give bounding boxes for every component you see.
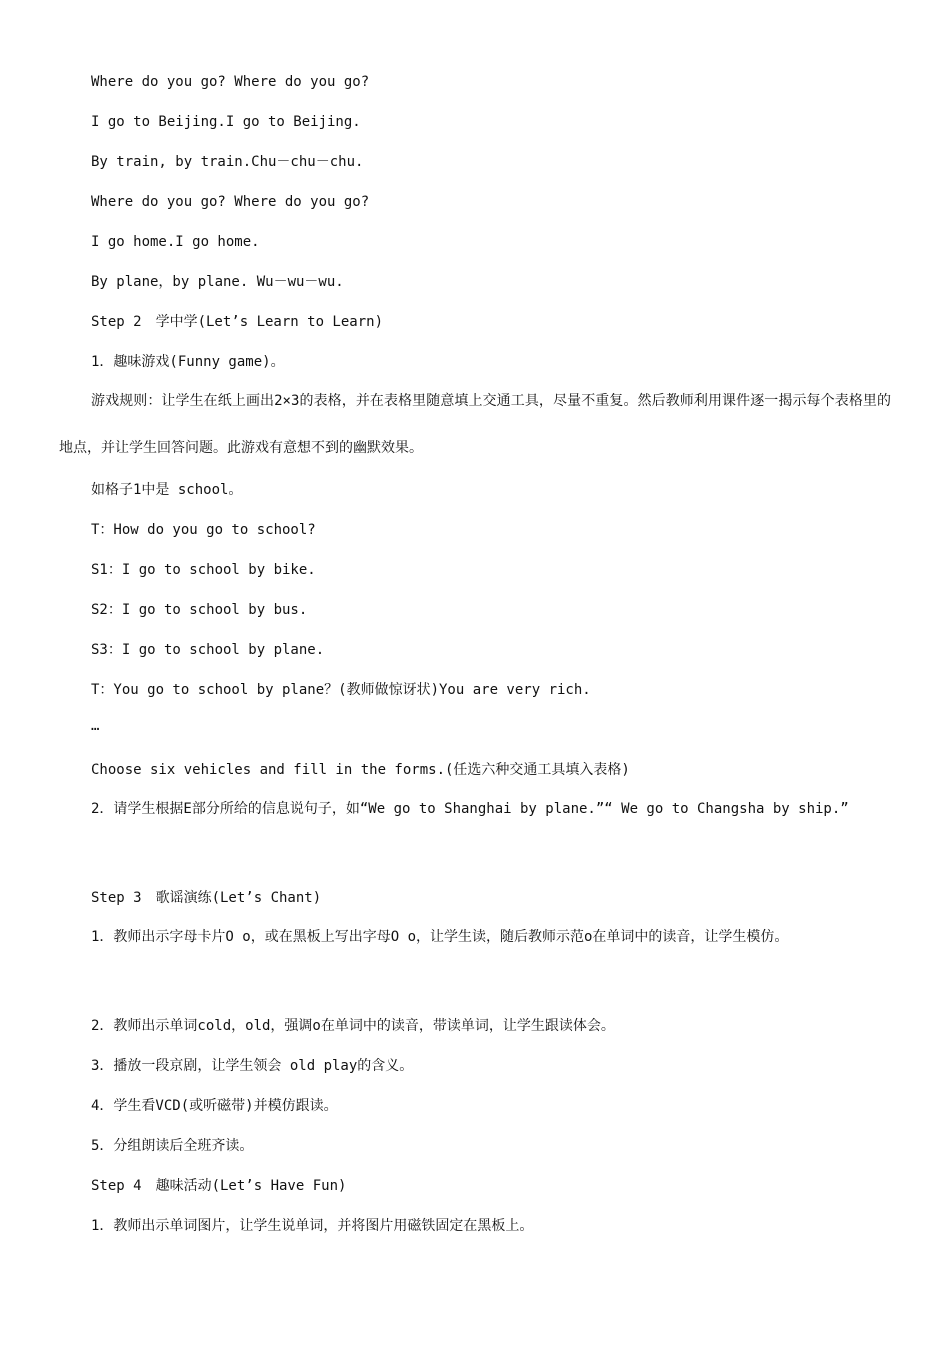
dialogue-teacher-2: T：You go to school by plane？(教师做惊讶状)You are very rich. xyxy=(91,682,591,698)
chant-line-3: By train, by train.Chu－chu－chu. xyxy=(91,154,364,170)
group-reading-item: 5．分组朗读后全班齐读。 xyxy=(91,1138,254,1154)
letter-card-paragraph: 1．教师出示字母卡片O o，或在黑板上写出字母O o，让学生读，随后教师示范o在单词中的读音，让学生模仿。 xyxy=(91,929,789,945)
ellipsis: … xyxy=(91,718,100,734)
choose-vehicles-instruction: Choose six vehicles and fill in the forms.(任选六种交通工具填入表格) xyxy=(91,762,630,778)
dialogue-student-2: S2：I go to school by bus. xyxy=(91,602,308,618)
chant-line-1: Where do you go? Where do you go? xyxy=(91,74,370,90)
dialogue-student-1: S1：I go to school by bike. xyxy=(91,562,316,578)
dialogue-student-3: S3：I go to school by plane. xyxy=(91,642,325,658)
chant-line-2: I go to Beijing.I go to Beijing. xyxy=(91,114,361,130)
chant-line-4: Where do you go? Where do you go? xyxy=(91,194,370,210)
sentence-practice-paragraph: 2．请学生根据E部分所给的信息说句子，如“We go to Shanghai by plane.”“ We go to Changsha by ship.” xyxy=(91,801,849,817)
game-rules-paragraph: 游戏规则：让学生在纸上画出2×3的表格，并在表格里随意填上交通工具，尽量不重复。然后教师利用课件逐一揭示每个表格里的地点，并让学生回答问题。此游戏有意想不到的幽默效果。 xyxy=(59,393,891,456)
step-4-heading: Step 4 趣味活动(Let’s Have Fun) xyxy=(91,1178,347,1194)
beijing-opera-item: 3．播放一段京剧，让学生领会 old play的含义。 xyxy=(91,1058,414,1074)
dialogue-teacher-1: T：How do you go to school? xyxy=(91,522,316,538)
chant-line-6: By plane，by plane. Wu－wu－wu. xyxy=(91,274,344,290)
cold-old-item: 2．教师出示单词cold，old，强调o在单词中的读音，带读单词，让学生跟读体会。 xyxy=(91,1018,615,1034)
funny-game-item: 1．趣味游戏(Funny game)。 xyxy=(91,354,285,370)
grid-example: 如格子1中是 school。 xyxy=(91,482,243,498)
word-picture-item: 1．教师出示单词图片，让学生说单词，并将图片用磁铁固定在黑板上。 xyxy=(91,1218,534,1234)
chant-line-5: I go home.I go home. xyxy=(91,234,260,250)
step-2-heading: Step 2 学中学(Let’s Learn to Learn) xyxy=(91,314,384,330)
vcd-item: 4．学生看VCD(或听磁带)并模仿跟读。 xyxy=(91,1098,338,1114)
step-3-heading: Step 3 歌谣演练(Let’s Chant) xyxy=(91,890,322,906)
